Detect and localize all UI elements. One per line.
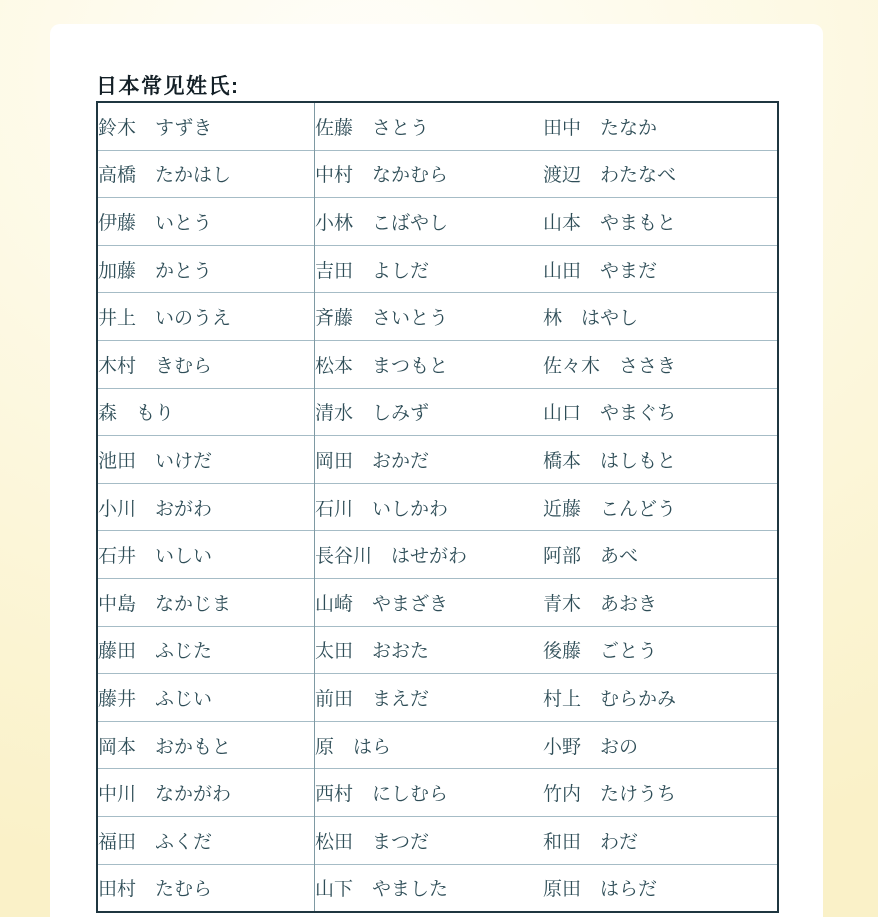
surname-cell: 石井 いしい — [97, 531, 315, 579]
surname-cell: 渡辺 わたなべ — [543, 150, 778, 198]
surnames-table — [96, 101, 779, 913]
table-row — [97, 864, 778, 912]
page-title: 日本常见姓氏: — [96, 75, 240, 98]
surname-cell: 山田 やまだ — [543, 245, 778, 293]
table-row — [97, 102, 778, 150]
surname-cell: 阿部 あべ — [543, 531, 778, 579]
surname-cell: 原 はら — [315, 721, 544, 769]
surnames-table-body — [97, 102, 778, 912]
surname-cell: 吉田 よしだ — [315, 245, 544, 293]
surname-cell: 松本 まつもと — [315, 340, 544, 388]
table-row — [97, 816, 778, 864]
content-panel — [50, 24, 823, 917]
table-row — [97, 245, 778, 293]
surname-cell: 田中 たなか — [543, 117, 658, 139]
surname-cell: 長谷川 はせがわ — [315, 531, 544, 579]
table-row — [97, 674, 778, 722]
surname-cell: 福田 ふくだ — [97, 816, 315, 864]
table-row — [97, 198, 778, 246]
surname-cell: 小川 おがわ — [97, 483, 315, 531]
table-row — [97, 483, 778, 531]
surname-cell: 藤井 ふじい — [97, 674, 315, 722]
surname-cell: 近藤 こんどう — [543, 483, 778, 531]
surname-cell: 中村 なかむら — [315, 150, 544, 198]
surname-cell: 前田 まえだ — [315, 674, 544, 722]
surname-cell: 青木 あおき — [543, 578, 778, 626]
table-row — [97, 340, 778, 388]
surname-cell: 松田 まつだ — [315, 816, 544, 864]
surname-cell: 林 はやし — [543, 293, 778, 341]
surname-cell: 佐藤 さとう — [315, 102, 544, 150]
table-row — [97, 769, 778, 817]
surname-cell: 木村 きむら — [97, 340, 315, 388]
surname-cell: 中島 なかじま — [97, 578, 315, 626]
surname-cell: 山下 やました — [315, 864, 544, 912]
surname-cell: 高橋 たかはし — [97, 150, 315, 198]
surname-cell: 岡田 おかだ — [315, 436, 544, 484]
surname-cell: 中川 なかがわ — [97, 769, 315, 817]
surname-cell: 石川 いしかわ — [315, 483, 544, 531]
surname-cell: 後藤 ごとう — [543, 626, 778, 674]
table-row — [97, 531, 778, 579]
surname-cell: 山本 やまもと — [543, 198, 778, 246]
surname-cell: 鈴木 すずき — [98, 117, 213, 139]
surname-cell: 伊藤 いとう — [97, 198, 315, 246]
surname-cell: 和田 わだ — [543, 816, 778, 864]
table-row — [97, 150, 778, 198]
surname-cell: 斉藤 さいとう — [315, 293, 544, 341]
surname-cell: 小野 おの — [543, 721, 778, 769]
table-row — [97, 436, 778, 484]
surname-cell: 山崎 やまざき — [315, 578, 544, 626]
table-row — [97, 578, 778, 626]
surname-cell: 池田 いけだ — [97, 436, 315, 484]
table-row — [97, 388, 778, 436]
surname-cell: 岡本 おかもと — [97, 721, 315, 769]
surname-cell: 山口 やまぐち — [543, 388, 778, 436]
surname-cell: 佐々木 ささき — [543, 340, 778, 388]
surname-cell: 小林 こばやし — [315, 198, 544, 246]
surname-cell: 太田 おおた — [315, 626, 544, 674]
surname-cell: 田村 たむら — [97, 864, 315, 912]
surname-cell: 加藤 かとう — [97, 245, 315, 293]
surname-cell: 西村 にしむら — [315, 769, 544, 817]
table-row — [97, 626, 778, 674]
surname-cell: 藤田 ふじた — [97, 626, 315, 674]
table-row — [97, 293, 778, 341]
surname-cell: 原田 はらだ — [543, 864, 778, 912]
surname-cell: 橋本 はしもと — [543, 436, 778, 484]
surname-cell: 森 もり — [97, 388, 315, 436]
surname-cell: 村上 むらかみ — [543, 674, 778, 722]
surname-cell: 井上 いのうえ — [97, 293, 315, 341]
surname-cell: 竹内 たけうち — [543, 769, 778, 817]
surname-cell: 清水 しみず — [315, 388, 544, 436]
table-row — [97, 721, 778, 769]
